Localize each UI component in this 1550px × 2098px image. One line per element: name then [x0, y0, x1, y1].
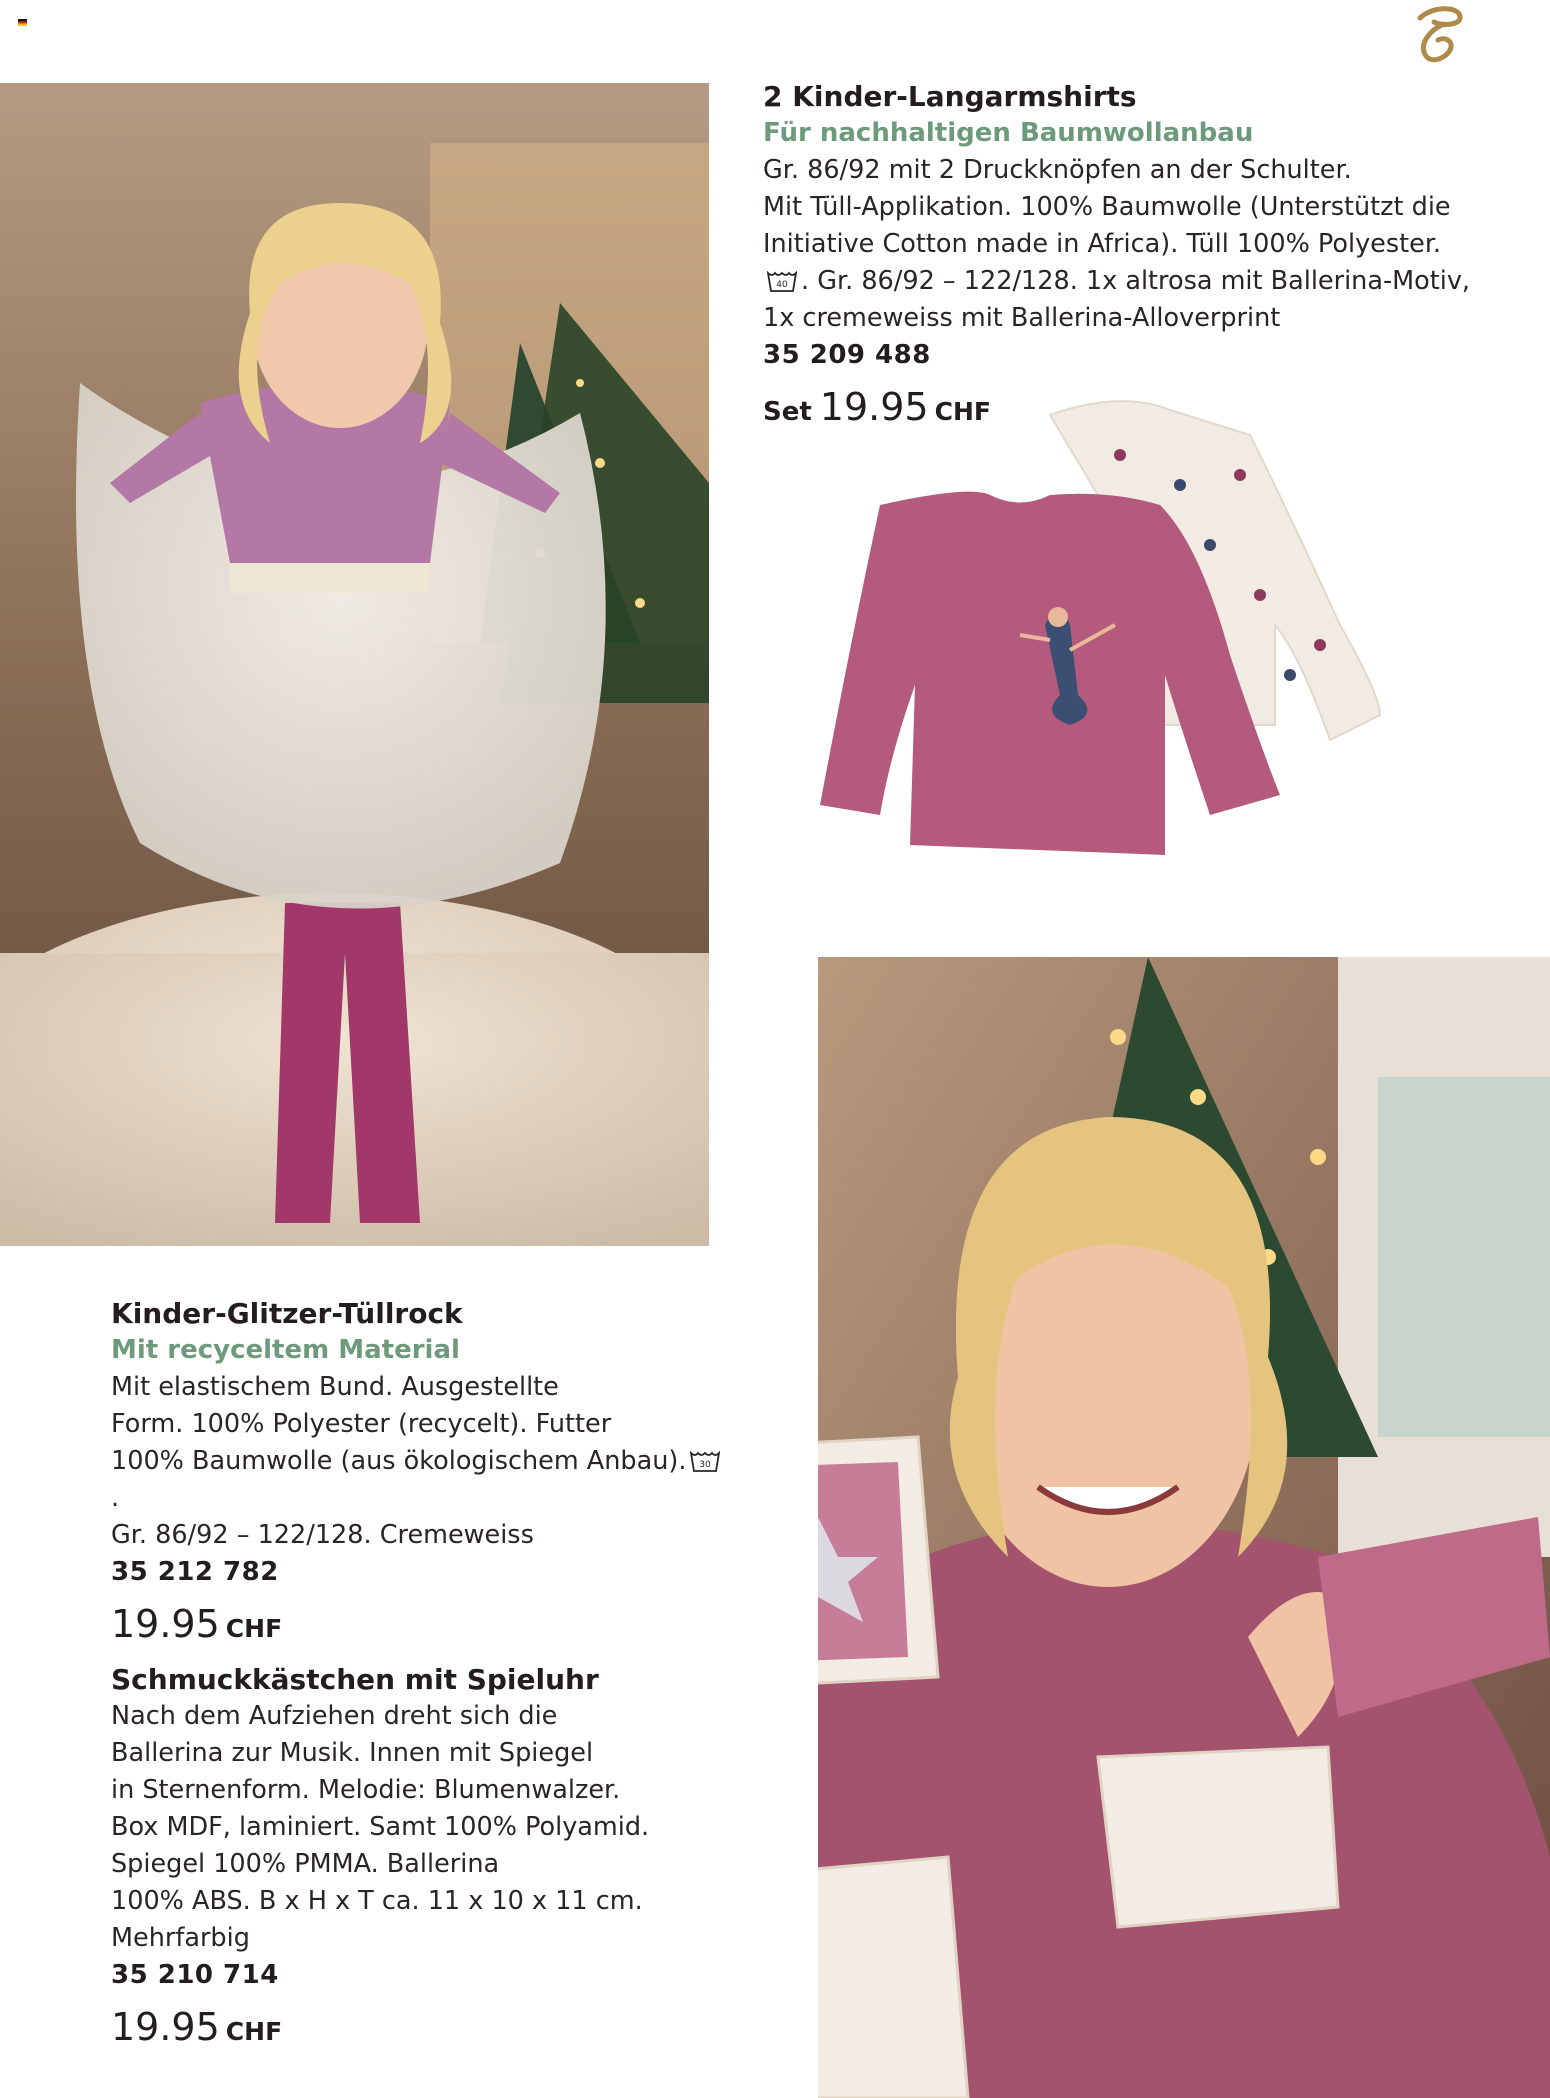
product-subtitle: Für nachhaltigen Baumwollanbau	[763, 118, 1254, 148]
wash-40-icon	[767, 269, 797, 293]
girl-with-music-jewelry-box-photo	[818, 957, 1550, 2098]
two-kids-longsleeve-shirts-photo	[820, 395, 1390, 855]
description-line: Gr. 86/92 mit 2 Druckknöpfen an der Schulter.	[763, 155, 1352, 185]
description-line: Form. 100% Polyester (recycelt). Futter	[111, 1409, 612, 1439]
jewelry-box-product-block	[111, 1661, 671, 2058]
skirt-product-block	[111, 1295, 731, 1655]
description-text: .	[111, 1483, 120, 1513]
description-line: Nach dem Aufziehen dreht sich die	[111, 1701, 558, 1731]
wash-30-icon	[690, 1449, 720, 1473]
article-number: 35 210 714	[111, 1960, 279, 1990]
price-currency: CHF	[225, 2017, 283, 2046]
wash-temp: 40	[776, 280, 788, 290]
description-text: 100% Baumwolle (aus ökologischem Anbau).	[111, 1446, 687, 1476]
description-line: Initiative Cotton made in Africa). Tüll 100% Polyester.	[763, 229, 1442, 259]
description-line: 100% ABS. B x H x T ca. 11 x 10 x 11 cm.	[111, 1886, 643, 1916]
description-line: Mehrfarbig	[111, 1923, 250, 1953]
price-currency: CHF	[934, 397, 991, 426]
price-amount: 19.95	[819, 385, 929, 429]
country-flag-icon	[18, 19, 27, 26]
description-line: Mit elastischem Bund. Ausgestellte	[111, 1372, 559, 1402]
description-line: Box MDF, laminiert. Samt 100% Polyamid.	[111, 1812, 650, 1842]
article-number: 35 209 488	[763, 340, 931, 370]
description-line: Gr. 86/92 – 122/128. Cremeweiss	[111, 1520, 534, 1550]
description-line: Spiegel 100% PMMA. Ballerina	[111, 1849, 500, 1879]
product-title: Schmuckkästchen mit Spieluhr	[111, 1663, 599, 1696]
product-title: 2 Kinder-Langarmshirts	[763, 80, 1137, 113]
price-prefix: Set	[763, 397, 812, 427]
description-line	[111, 1443, 731, 1517]
price	[111, 2004, 671, 2058]
girl-in-tulle-skirt-photo	[0, 83, 709, 1246]
description-line	[763, 263, 1523, 300]
product-subtitle: Mit recyceltem Material	[111, 1335, 460, 1365]
price-currency: CHF	[225, 1614, 283, 1643]
shirts-product-block	[763, 78, 1523, 438]
price	[111, 1601, 731, 1655]
description-line: Mit Tüll-Applikation. 100% Baumwolle (Unterstützt die	[763, 192, 1451, 222]
description-line: 1x cremeweiss mit Ballerina-Alloverprint	[763, 303, 1281, 333]
description-line: in Sternenform. Melodie: Blumenwalzer.	[111, 1775, 621, 1805]
description-line: Ballerina zur Musik. Innen mit Spiegel	[111, 1738, 594, 1768]
price-amount: 19.95	[111, 2005, 220, 2049]
tchibo-swirl-logo-icon	[1400, 0, 1470, 70]
description-text: . Gr. 86/92 – 122/128. 1x altrosa mit Ballerina-Motiv,	[801, 266, 1471, 296]
price-amount: 19.95	[111, 1602, 220, 1646]
wash-temp: 30	[699, 1460, 712, 1470]
product-title: Kinder-Glitzer-Tüllrock	[111, 1297, 463, 1330]
article-number: 35 212 782	[111, 1557, 279, 1587]
